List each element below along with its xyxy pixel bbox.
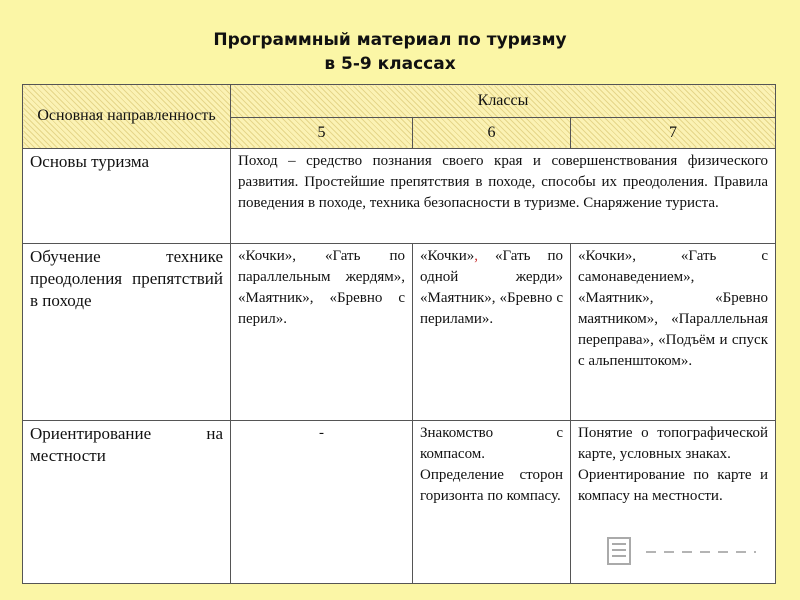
row-label-tourism-basics: Основы туризма xyxy=(23,148,231,243)
row-label-obstacles: Обучение технике преодоления препятствий в походе xyxy=(23,243,231,420)
header-grade-7: 7 xyxy=(571,117,776,148)
cell-obstacles-grade-5: «Кочки», «Гать по параллельным жердям», «Маятник», «Бревно с перил». xyxy=(231,243,413,420)
header-direction: Основная направленность xyxy=(23,85,231,149)
cell-orienteering-grade-5: - xyxy=(231,421,413,584)
page-title xyxy=(0,28,780,76)
obstacles-grade-6-first: «Кочки» xyxy=(420,247,475,264)
table-row xyxy=(23,148,776,243)
orienteering-grade-6-p2: Определение сторон горизонта по компасу. xyxy=(420,467,563,505)
cell-tourism-basics-all: Поход – средство познания своего края и совершенствования физического развития. Простейшие препятствия в походе, способы их преодоления. Правила поведения в походе, техника безопасности в туризме. Снаряжение туриста. xyxy=(231,148,776,243)
orienteering-grade-6-p1: Знакомство с компасом. xyxy=(420,425,563,463)
header-grade-5: 5 xyxy=(231,117,413,148)
obstacles-grade-6-rest: «Гать по одной жерди» «Маятник», «Бревно с перилами». xyxy=(420,247,563,327)
cell-orienteering-grade-6 xyxy=(413,421,571,584)
orienteering-grade-7-p2: Ориентирование по карте и компасу на местности. xyxy=(578,467,768,505)
row-label-orienteering: Ориентирование на местности xyxy=(23,421,231,584)
program-table xyxy=(22,84,776,584)
cell-obstacles-grade-7: «Кочки», «Гать с самонаведением», «Маятник», «Бревно маятником», «Параллельная переправа», «Подъём и спуск с альпенштоком». xyxy=(571,243,776,420)
obstacles-grade-6-red-comma: , xyxy=(474,247,478,264)
table-row xyxy=(23,243,776,420)
header-classes: Классы xyxy=(231,85,776,118)
header-grade-6: 6 xyxy=(413,117,571,148)
watermark-logo xyxy=(606,532,766,572)
cell-obstacles-grade-6 xyxy=(413,243,571,420)
orienteering-grade-7-p1: Понятие о топографической карте, условных знаках. xyxy=(578,425,768,463)
title-line-1: Программный материал по туризму xyxy=(213,30,567,50)
watermark-icon xyxy=(606,532,766,572)
title-line-2: в 5-9 классах xyxy=(324,54,456,74)
